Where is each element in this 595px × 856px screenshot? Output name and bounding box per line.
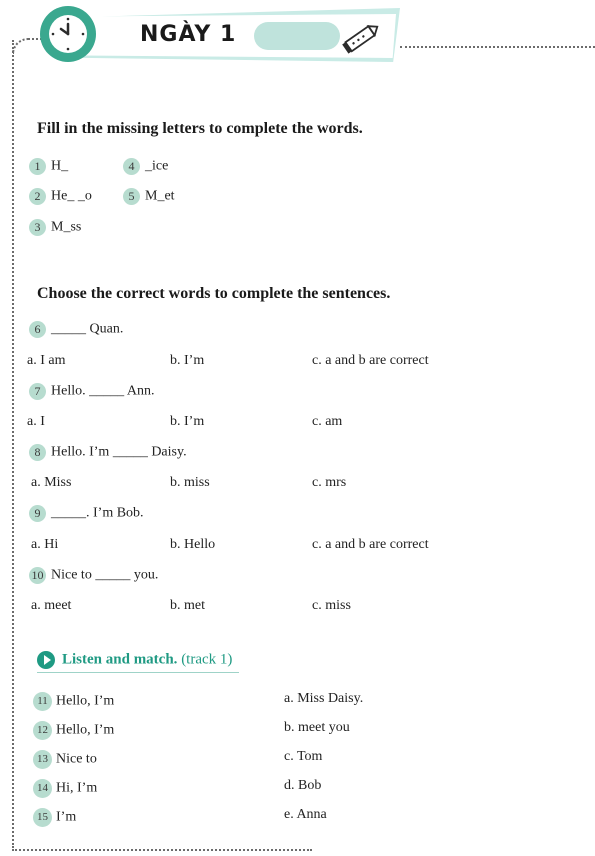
option-a: a. Hi (31, 537, 59, 552)
page-border-top (400, 46, 595, 48)
question: 10 Nice to _____ you. (29, 567, 158, 584)
pencil-icon (340, 18, 384, 63)
question: 8 Hello. I’m _____ Daisy. (29, 444, 187, 461)
question: 7 Hello. _____ Ann. (29, 383, 154, 400)
page-title: NGÀY 1 (140, 22, 237, 47)
listen-heading: Listen and match. (track 1) (37, 651, 232, 669)
page-border-bottom (12, 849, 312, 851)
option-a: a. Miss (31, 475, 72, 490)
list-item: 1 H_ (29, 158, 68, 175)
match-left-item: 11 Hello, I’m (33, 692, 114, 711)
option-b: b. met (170, 598, 205, 613)
option-c: c. a and b are correct (312, 353, 429, 368)
list-item: 5 M_et (123, 188, 175, 205)
match-left-item: 12 Hello, I’m (33, 721, 114, 740)
match-right-item: a. Miss Daisy. (284, 691, 364, 706)
option-a: a. I (27, 414, 45, 429)
option-b: b. miss (170, 475, 210, 490)
section2-heading: Choose the correct words to complete the sentences. (37, 285, 391, 302)
list-item: 4 _ice (123, 158, 168, 175)
option-c: c. a and b are correct (312, 537, 429, 552)
header-pill (254, 22, 340, 50)
play-icon[interactable] (37, 651, 55, 669)
option-a: a. I am (27, 353, 66, 368)
match-right-item: d. Bob (284, 778, 322, 793)
match-left-item: 13 Nice to (33, 750, 97, 769)
match-left-item: 15 I’m (33, 808, 76, 827)
list-item: 3 M_ss (29, 219, 81, 236)
option-c: c. mrs (312, 475, 347, 490)
listen-underline (37, 672, 239, 673)
match-right-item: e. Anna (284, 807, 327, 822)
option-b: b. I’m (170, 414, 205, 429)
list-item: 2 He_ _o (29, 188, 92, 205)
section1-heading: Fill in the missing letters to complete the words. (37, 120, 363, 137)
option-b: b. Hello (170, 537, 216, 552)
question: 6 _____ Quan. (29, 321, 123, 338)
option-c: c. miss (312, 598, 351, 613)
question: 9 _____. I’m Bob. (29, 505, 144, 522)
match-right-item: b. meet you (284, 720, 350, 735)
option-a: a. meet (31, 598, 72, 613)
match-right-item: c. Tom (284, 749, 323, 764)
option-c: c. am (312, 414, 343, 429)
page-border-left (12, 40, 14, 848)
match-left-item: 14 Hi, I’m (33, 779, 97, 798)
option-b: b. I’m (170, 353, 205, 368)
clock-icon (40, 6, 96, 62)
